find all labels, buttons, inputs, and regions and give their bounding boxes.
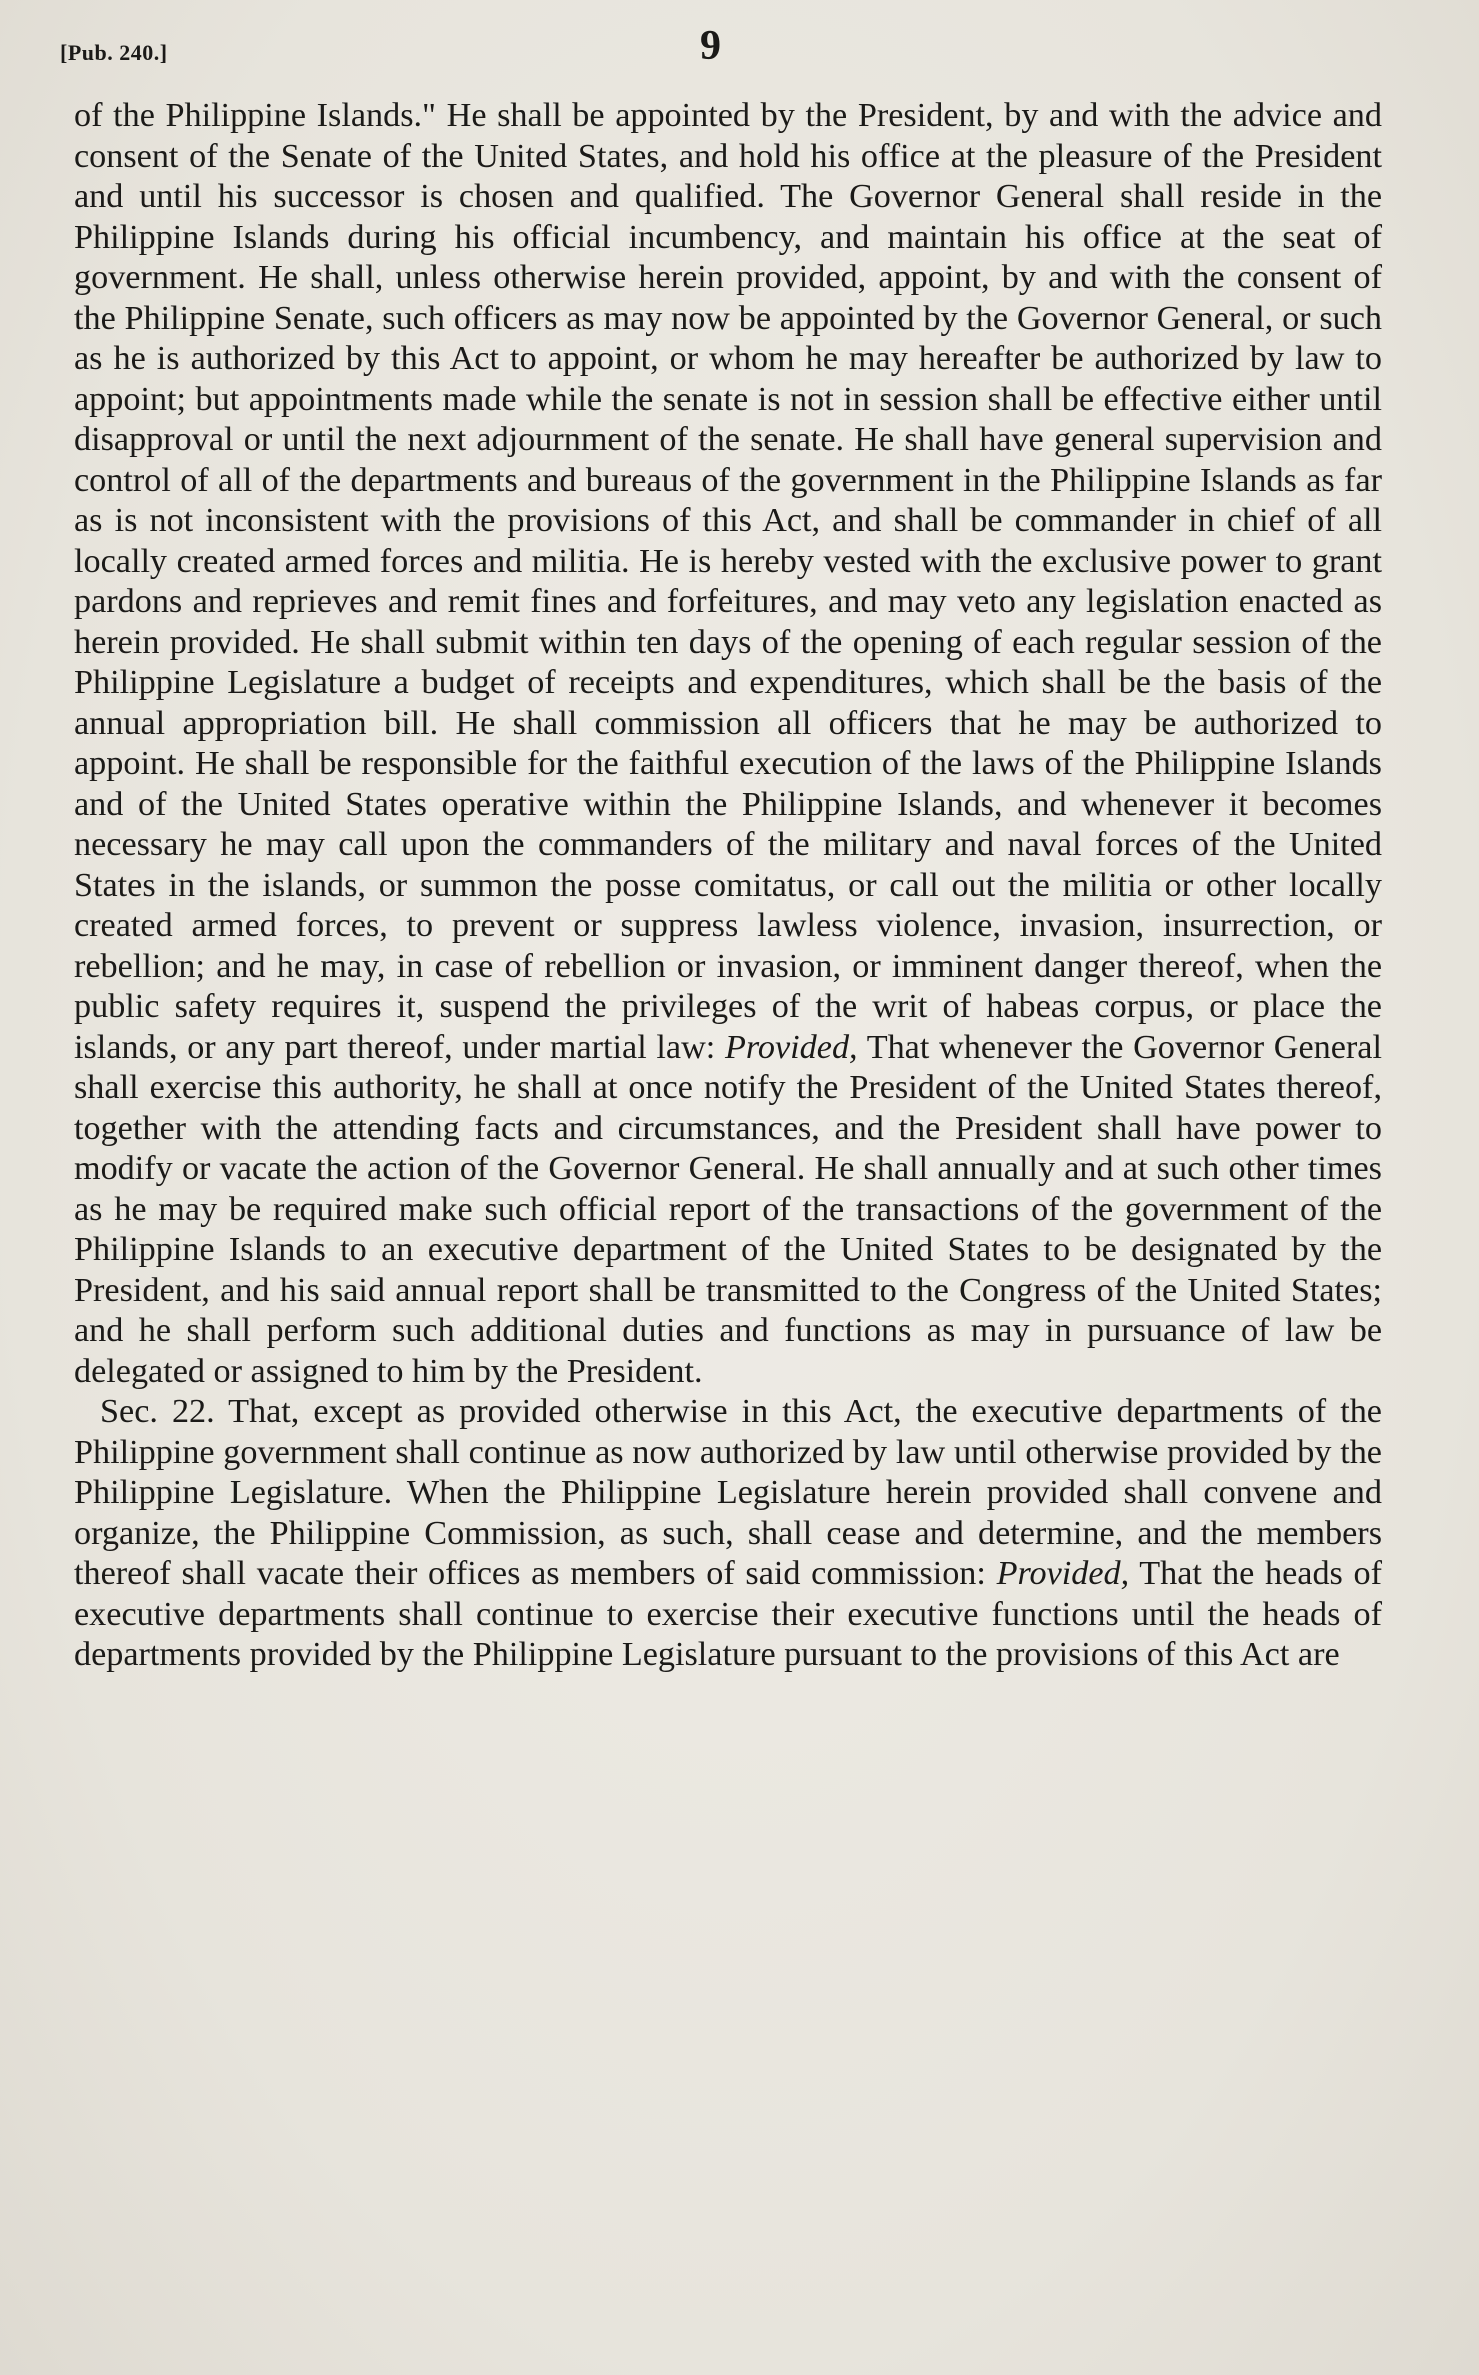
publication-reference: [Pub. 240.] xyxy=(60,40,168,65)
page-number: 9 xyxy=(700,23,721,69)
sec22-text-end: That the heads of executive departments shall continue to exercise their executive functions until the heads of departments provided by the Philippine Legislature pursuant to the provisions of this Act are xyxy=(74,1555,1383,1673)
body-text xyxy=(74,96,1382,1676)
page-header xyxy=(60,22,1400,82)
para1-text: of the Philippine Islands." He shall be appointed by the President, by and with the advice and consent of the Senate of the United States, and hold his office at the pleasure of the President and until his successor is chosen and qualified. The Governor General shall reside in the Philippine Islands during his official incumbency, and maintain his office at the seat of government. He shall, unless otherwise herein provided, appoint, by and with the consent of the Philippine Senate, such officers as may now be appointed by the Governor General, or such as he is authorized by this Act to appoint, or whom he may hereafter be authorized by law to appoint; but appointments made while the senate is not in session shall be effective either until disapproval or until the next adjournment of the senate. He shall have general supervision and control of all of the departments and bureaus of the government in the Philippine Islands as far as is not inconsistent with the provisions of this Act, and shall be commander in chief of all locally created armed forces and militia. He is hereby vested with the exclusive power to grant pardons and reprieves and remit fines and forfeitures, and may veto any legislation enacted as herein provided. He shall submit within ten days of the opening of each regular session of the Philippine Legislature a budget of receipts and expenditures, which shall be the basis of the annual appropriation bill. He shall commission all officers that he may be authorized to appoint. He shall be responsible for the faithful execution of the laws of the Philippine Islands and of the United States operative within the Philippine Islands, and whenever it becomes necessary he may call upon the commanders of the military and naval forces of the United States in the islands, or summon the posse comitatus, or call out the militia or other locally created armed forces, to prevent or suppress lawless violence, invasion, insurrection, or rebellion; and he may, in case of rebellion or invasion, or imminent danger thereof, when the public safety requires it, suspend the privileges of the writ of habeas corpus, or place the islands, or any part thereof, under martial law: xyxy=(74,97,1382,1066)
sec22-text: That, except as provided otherwise in this Act, the executive departments of the Philippine government shall continue as now authorized by law until otherwise provided by the Philippine Legislature. When the Philippine Legislature herein provided shall convene and organize, the Philippine Commission, as such, shall cease and determine, and the members thereof shall vacate their offices as members of said commission: xyxy=(74,1393,1382,1592)
provided-italic: Provided, xyxy=(996,1555,1130,1592)
provided-italic: Provided, xyxy=(725,1028,858,1066)
paragraph-governor-general xyxy=(74,96,1382,1392)
section-label: Sec. 22. xyxy=(100,1393,215,1430)
paragraph-section-22 xyxy=(74,1392,1382,1676)
para1-text-end: That whenever the Governor General shall exercise this authority, he shall at once notify the President of the United States thereof, together with the attending facts and circumstances, and the President shall have power to modify or vacate the action of the Governor General. He shall annually and at such other times as he may be required make such official report of the transactions of the government of the Philippine Islands to an executive department of the United States to be designated by the President, and his said annual report shall be transmitted to the Congress of the United States; and he shall perform such additional duties and functions as may in pursuance of law be delegated or assigned to him by the President. xyxy=(74,1028,1382,1390)
